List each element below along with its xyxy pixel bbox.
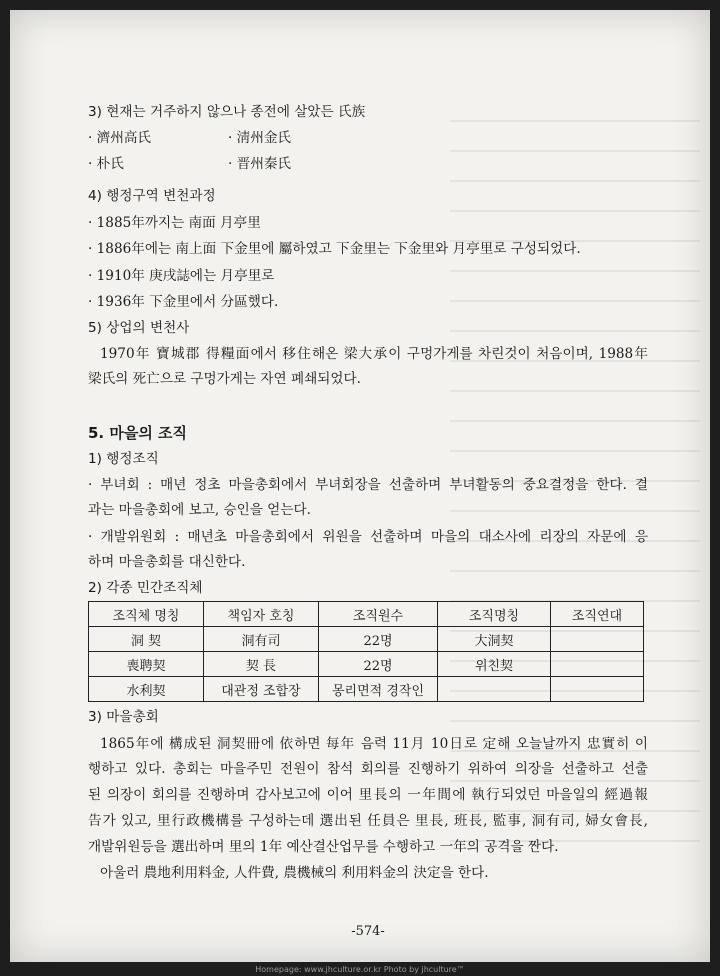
table-cell: 洞有司 xyxy=(204,627,319,652)
table-cell: 洞 契 xyxy=(89,627,204,652)
section-3-heading: 3) 현재는 거주하지 않으나 종전에 살았든 氏族 xyxy=(88,104,366,120)
table-cell xyxy=(438,677,551,702)
history-item: · 1936年 下金里에서 分區했다. xyxy=(88,294,279,310)
table-cell: 22명 xyxy=(319,627,438,652)
section-5-heading: 5) 상업의 변천사 xyxy=(88,320,190,336)
admin-text: · 부녀회 : 매년 정초 마을총회에서 부녀회장을 선출하며 부녀활동의 중요결정을 한다. 결 xyxy=(88,477,648,493)
organization-table xyxy=(88,601,644,702)
clan-item: · 濟州高氏 xyxy=(88,130,152,146)
table-cell xyxy=(551,652,644,677)
assembly-heading: 3) 마을총회 xyxy=(88,709,159,725)
table-header: 책임자 호칭 xyxy=(204,602,319,627)
table-header: 조직연대 xyxy=(551,602,644,627)
document-page xyxy=(10,10,710,962)
clan-item: · 淸州金氏 xyxy=(228,130,292,146)
table-header-row xyxy=(89,602,644,627)
table-cell: 몽리면적 경작인 xyxy=(319,677,438,702)
table-header: 조직명칭 xyxy=(438,602,551,627)
history-item: · 1885年까지는 南面 月亭里 xyxy=(88,215,261,231)
admin-text: · 개발위원회 : 매년초 마을총회에서 위원을 선출하며 마을의 대소사에 리장의 자문에 응 xyxy=(88,529,648,545)
table-cell: 22명 xyxy=(319,652,438,677)
assembly-text: 告가 있고, 里行政機構를 구성하는데 選出된 任員은 里長, 班長, 監事, 洞有司, 婦女會長, xyxy=(88,813,648,829)
table-cell xyxy=(551,677,644,702)
footer-credit: Homepage: www.jhculture.or.kr Photo by jhculture™ xyxy=(255,965,465,974)
clan-item: · 晋州秦氏 xyxy=(228,156,292,172)
assembly-text: 된 의장이 회의를 진행하며 감사보고에 이어 里長의 一年間에 執行되었던 마을일의 經過報 xyxy=(88,787,648,803)
clan-item: · 朴氏 xyxy=(88,156,124,172)
assembly-text: 행하고 있다. 총회는 마을주민 전원이 참석 회의를 진행하기 위하여 의장을 선출하고 선출 xyxy=(88,761,648,777)
table-header: 조직체 명칭 xyxy=(89,602,204,627)
table-cell: 水利契 xyxy=(89,677,204,702)
page-number: -574- xyxy=(351,924,385,939)
chapter-heading: 5. 마을의 조직 xyxy=(88,424,188,442)
table-cell: 大洞契 xyxy=(438,627,551,652)
section-4-heading: 4) 행정구역 변천과정 xyxy=(88,188,216,204)
admin-text: 하며 마을총회를 대신한다. xyxy=(88,554,246,570)
table-cell: 위친契 xyxy=(438,652,551,677)
assembly-text: 아울러 農地利用料金, 人件費, 農機械의 利用料金의 決定을 한다. xyxy=(100,865,489,881)
history-item: · 1886年에는 南上面 下金里에 屬하였고 下金里는 下金里와 月亭里로 구성되었다. xyxy=(88,241,581,257)
commerce-text: 梁氏의 死亡으로 구멍가게는 자연 폐쇄되었다. xyxy=(88,371,361,387)
civil-heading: 2) 각종 민간조직체 xyxy=(88,580,203,596)
assembly-text: 1865年에 構成된 洞契冊에 依하면 每年 음력 11月 10日로 定해 오늘날까지 忠實히 이 xyxy=(100,736,648,752)
table-row xyxy=(89,627,644,652)
table-cell xyxy=(551,627,644,652)
history-item: · 1910年 庚戌誌에는 月亭里로 xyxy=(88,268,275,284)
table-cell: 대관정 조합장 xyxy=(204,677,319,702)
table-cell: 喪聘契 xyxy=(89,652,204,677)
table-header: 조직원수 xyxy=(319,602,438,627)
admin-text: 과는 마을총회에 보고, 승인을 얻는다. xyxy=(88,502,311,518)
commerce-text: 1970年 寶城郡 得糧面에서 移住해온 梁大承이 구멍가게를 차린것이 처음이며, 1988年 xyxy=(100,346,648,362)
table-row xyxy=(89,677,644,702)
assembly-text: 개발위원등을 選出하며 里의 1年 예산결산업무를 수행하고 一年의 공격을 짠다. xyxy=(88,839,559,855)
table-row xyxy=(89,652,644,677)
admin-heading: 1) 행정조직 xyxy=(88,451,159,467)
table-cell: 契 長 xyxy=(204,652,319,677)
